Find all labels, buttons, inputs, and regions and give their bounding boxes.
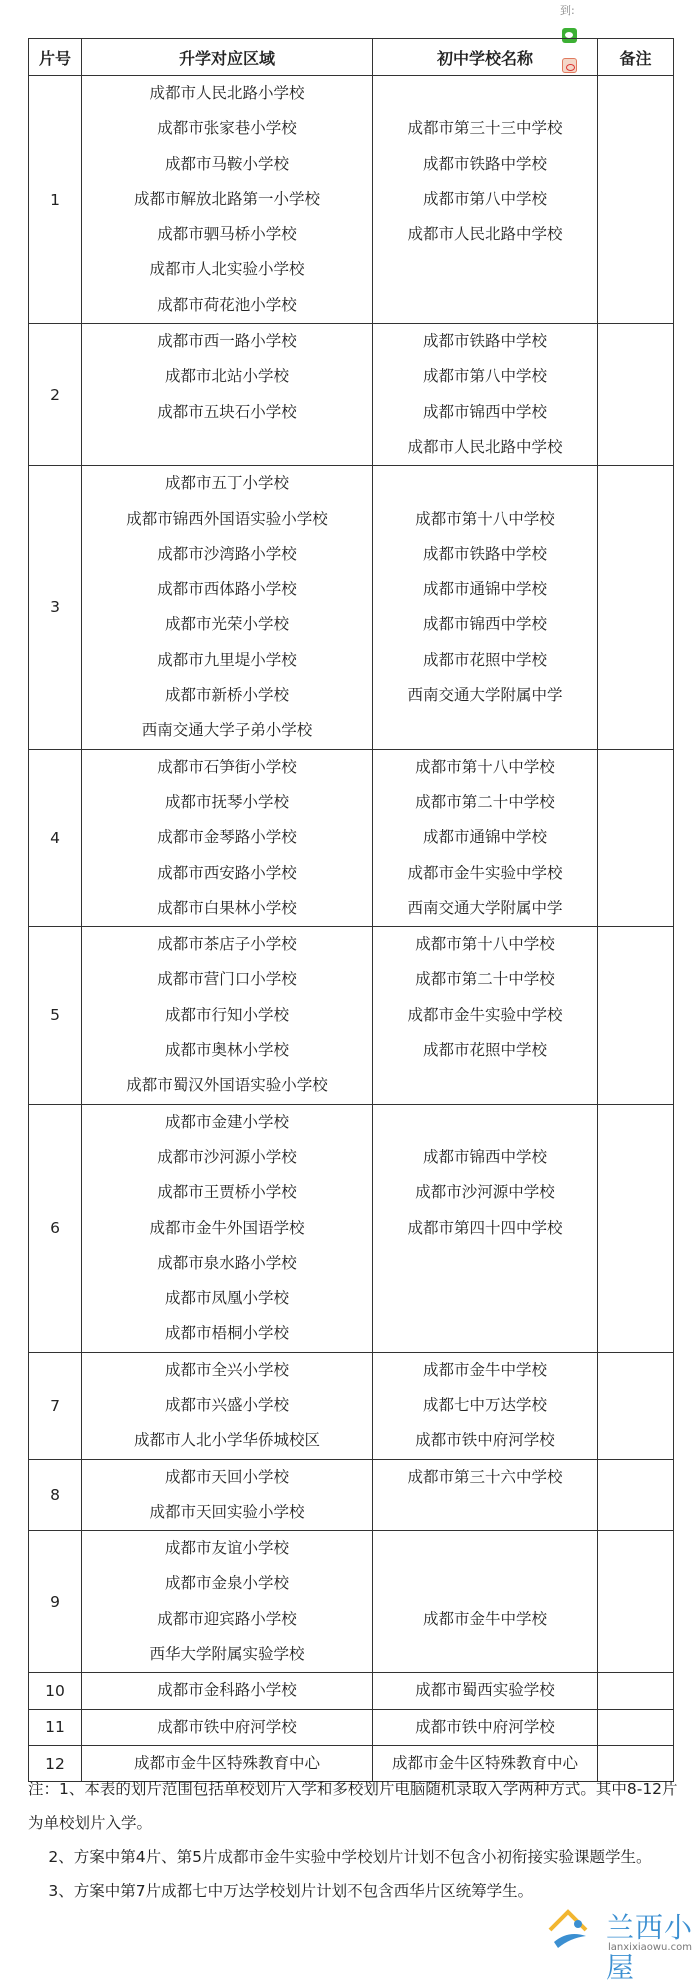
remark-cell xyxy=(598,1352,674,1459)
primary-school-area: 成都市沙湾路小学校 xyxy=(157,544,297,563)
table-row xyxy=(29,466,674,749)
middle-school-name: 成都市第三十三中学校 xyxy=(407,119,563,138)
district-number: 8 xyxy=(29,1459,82,1531)
district-number: 5 xyxy=(29,927,82,1104)
share-label: 到: xyxy=(560,4,575,17)
remark-cell xyxy=(598,466,674,749)
house-logo-icon xyxy=(548,1908,588,1948)
primary-school-area: 成都市张家巷小学校 xyxy=(157,119,297,138)
middle-school-name: 成都市锦西中学校 xyxy=(422,615,547,634)
school-district-table xyxy=(28,38,674,1782)
primary-school-area: 成都市抚琴小学校 xyxy=(164,792,289,811)
remark-cell xyxy=(598,1104,674,1352)
header-school: 初中学校名称 xyxy=(373,39,598,76)
middle-school-name: 成都市花照中学校 xyxy=(422,1041,547,1060)
middle-school-name: 成都市第三十六中学校 xyxy=(407,1467,563,1486)
table-row xyxy=(29,1531,674,1673)
middle-school-name: 成都市锦西中学校 xyxy=(422,1147,547,1166)
primary-school-area: 成都市茶店子小学校 xyxy=(157,935,297,954)
middle-school-name: 成都市铁路中学校 xyxy=(422,332,547,351)
primary-school-area: 成都市驷马桥小学校 xyxy=(157,225,297,244)
district-number: 12 xyxy=(29,1745,82,1781)
primary-school-area: 成都市全兴小学校 xyxy=(164,1360,289,1379)
remark-cell xyxy=(598,749,674,926)
primary-school-area: 成都市金牛外国语学校 xyxy=(149,1218,305,1237)
primary-school-area: 成都市西一路小学校 xyxy=(157,332,297,351)
primary-school-area: 成都市金琴路小学校 xyxy=(157,828,297,847)
note-1: 注：1、本表的划片范围包括单校划片入学和多校划片电脑随机录取入学两种方式。其中8-12片为单校划片入学。 xyxy=(28,1780,678,1832)
table-row xyxy=(29,1104,674,1352)
table-row xyxy=(29,927,674,1104)
middle-school-name xyxy=(373,713,597,748)
middle-school-name xyxy=(373,1281,597,1316)
middle-school-name-cell xyxy=(373,1673,598,1709)
middle-school-name: 西南交通大学附属中学 xyxy=(407,898,563,917)
header-area: 升学对应区域 xyxy=(82,39,373,76)
primary-school-area-cell xyxy=(82,1459,373,1531)
primary-school-area: 成都市新桥小学校 xyxy=(164,686,289,705)
middle-school-name: 成都市铁中府河学校 xyxy=(415,1717,555,1736)
district-number: 9 xyxy=(29,1531,82,1673)
primary-school-area: 西南交通大学子弟小学校 xyxy=(141,721,313,740)
middle-school-name: 成都市金牛区特殊教育中心 xyxy=(391,1753,578,1772)
note-2: 2、方案中第4片、第5片成都市金牛实验中学校划片计划不包含小初衔接实验课题学生。 xyxy=(28,1848,652,1866)
remark-cell xyxy=(598,324,674,466)
primary-school-area xyxy=(82,430,372,465)
middle-school-name-cell xyxy=(373,1459,598,1531)
header-note: 备注 xyxy=(598,39,674,76)
remark-cell xyxy=(598,1709,674,1745)
primary-school-area: 成都市北站小学校 xyxy=(164,367,289,386)
primary-school-area-cell xyxy=(82,749,373,926)
middle-school-name: 成都市人民北路中学校 xyxy=(407,437,563,456)
primary-school-area: 成都市金科路小学校 xyxy=(157,1681,297,1700)
primary-school-area-cell xyxy=(82,466,373,749)
table-row xyxy=(29,1709,674,1745)
district-number: 10 xyxy=(29,1673,82,1709)
district-number: 7 xyxy=(29,1352,82,1459)
watermark-title: 兰西小屋 xyxy=(606,1911,694,1984)
primary-school-area: 成都市蜀汉外国语实验小学校 xyxy=(126,1076,328,1095)
primary-school-area: 成都市九里堤小学校 xyxy=(157,650,297,669)
primary-school-area-cell xyxy=(82,1104,373,1352)
middle-school-name xyxy=(373,1246,597,1281)
primary-school-area: 成都市友谊小学校 xyxy=(164,1539,289,1558)
primary-school-area: 成都市梧桐小学校 xyxy=(164,1324,289,1343)
remark-cell xyxy=(598,927,674,1104)
primary-school-area: 成都市凤凰小学校 xyxy=(164,1289,289,1308)
district-number: 11 xyxy=(29,1709,82,1745)
middle-school-name-cell xyxy=(373,749,598,926)
table-row xyxy=(29,324,674,466)
middle-school-name xyxy=(373,1566,597,1601)
middle-school-name-cell xyxy=(373,1352,598,1459)
middle-school-name: 成都市铁路中学校 xyxy=(422,154,547,173)
primary-school-area: 成都市西体路小学校 xyxy=(157,580,297,599)
table-row xyxy=(29,1352,674,1459)
remark-cell xyxy=(598,1531,674,1673)
middle-school-name-cell xyxy=(373,1104,598,1352)
primary-school-area: 成都市人北小学华侨城校区 xyxy=(133,1431,320,1450)
middle-school-name: 成都市第十八中学校 xyxy=(415,757,555,776)
primary-school-area: 成都市五丁小学校 xyxy=(164,474,289,493)
primary-school-area: 成都市白果林小学校 xyxy=(157,898,297,917)
remark-cell xyxy=(598,76,674,324)
middle-school-name: 成都市铁中府河学校 xyxy=(415,1431,555,1450)
middle-school-name: 成都市人民北路中学校 xyxy=(407,225,563,244)
primary-school-area: 西华大学附属实验学校 xyxy=(149,1645,305,1664)
middle-school-name: 成都市通锦中学校 xyxy=(422,580,547,599)
middle-school-name xyxy=(373,1068,597,1103)
primary-school-area: 成都市奥林小学校 xyxy=(164,1041,289,1060)
middle-school-name-cell xyxy=(373,1531,598,1673)
middle-school-name-cell xyxy=(373,927,598,1104)
primary-school-area: 成都市石笋街小学校 xyxy=(157,757,297,776)
middle-school-name: 成都市第十八中学校 xyxy=(415,509,555,528)
middle-school-name: 成都市第二十中学校 xyxy=(415,792,555,811)
note-3: 3、方案中第7片成都七中万达学校划片计划不包含西华片区统筹学生。 xyxy=(28,1882,534,1900)
remark-cell xyxy=(598,1459,674,1531)
middle-school-name xyxy=(373,76,597,111)
middle-school-name: 成都市通锦中学校 xyxy=(422,828,547,847)
primary-school-area: 成都市天回实验小学校 xyxy=(149,1502,305,1521)
primary-school-area: 成都市天回小学校 xyxy=(164,1467,289,1486)
middle-school-name xyxy=(373,1637,597,1672)
middle-school-name: 成都市第十八中学校 xyxy=(415,935,555,954)
middle-school-name: 成都市花照中学校 xyxy=(422,650,547,669)
middle-school-name-cell xyxy=(373,466,598,749)
primary-school-area: 成都市荷花池小学校 xyxy=(157,295,297,314)
middle-school-name: 成都市第八中学校 xyxy=(422,367,547,386)
primary-school-area: 成都市迎宾路小学校 xyxy=(157,1609,297,1628)
middle-school-name xyxy=(373,1316,597,1351)
middle-school-name: 成都市金牛实验中学校 xyxy=(407,863,563,882)
primary-school-area: 成都市泉水路小学校 xyxy=(157,1253,297,1272)
primary-school-area: 成都市锦西外国语实验小学校 xyxy=(126,509,328,528)
primary-school-area: 成都市人民北路小学校 xyxy=(149,84,305,102)
middle-school-name: 成都七中万达学校 xyxy=(422,1395,547,1414)
district-number: 6 xyxy=(29,1104,82,1352)
middle-school-name xyxy=(373,1105,597,1140)
table-row xyxy=(29,76,674,324)
middle-school-name: 成都市第四十四中学校 xyxy=(407,1218,563,1237)
remark-cell xyxy=(598,1673,674,1709)
middle-school-name xyxy=(373,252,597,287)
middle-school-name xyxy=(373,466,597,501)
middle-school-name xyxy=(373,1495,597,1530)
table-row xyxy=(29,1459,674,1531)
primary-school-area: 成都市金建小学校 xyxy=(164,1112,289,1131)
middle-school-name: 成都市第八中学校 xyxy=(422,189,547,208)
middle-school-name-cell xyxy=(373,324,598,466)
middle-school-name-cell xyxy=(373,1709,598,1745)
watermark-logo xyxy=(548,1904,698,1984)
middle-school-name: 成都市沙河源中学校 xyxy=(415,1183,555,1202)
notes xyxy=(28,1772,678,1908)
primary-school-area: 成都市兴盛小学校 xyxy=(164,1395,289,1414)
primary-school-area: 成都市人北实验小学校 xyxy=(149,260,305,279)
middle-school-name-cell xyxy=(373,76,598,324)
middle-school-name: 成都市金牛中学校 xyxy=(422,1360,547,1379)
middle-school-name: 成都市第二十中学校 xyxy=(415,970,555,989)
district-number: 3 xyxy=(29,466,82,749)
primary-school-area: 成都市金泉小学校 xyxy=(164,1574,289,1593)
middle-school-name: 成都市锦西中学校 xyxy=(422,402,547,421)
middle-school-name: 成都市铁路中学校 xyxy=(422,544,547,563)
primary-school-area-cell xyxy=(82,76,373,324)
header-no: 片号 xyxy=(29,39,82,76)
watermark-url: lanxixiaowu.com xyxy=(608,1942,692,1953)
primary-school-area-cell xyxy=(82,1673,373,1709)
primary-school-area: 成都市西安路小学校 xyxy=(157,863,297,882)
district-number: 4 xyxy=(29,749,82,926)
table-row xyxy=(29,1673,674,1709)
primary-school-area: 成都市解放北路第一小学校 xyxy=(133,189,320,208)
primary-school-area: 成都市王贾桥小学校 xyxy=(157,1183,297,1202)
middle-school-name xyxy=(373,288,597,323)
middle-school-name: 成都市金牛中学校 xyxy=(422,1609,547,1628)
district-number: 1 xyxy=(29,76,82,324)
middle-school-name xyxy=(373,1531,597,1566)
table-row xyxy=(29,749,674,926)
primary-school-area-cell xyxy=(82,1709,373,1745)
primary-school-area: 成都市营门口小学校 xyxy=(157,970,297,989)
middle-school-name: 成都市金牛实验中学校 xyxy=(407,1005,563,1024)
district-number: 2 xyxy=(29,324,82,466)
primary-school-area-cell xyxy=(82,1352,373,1459)
primary-school-area-cell xyxy=(82,927,373,1104)
primary-school-area: 成都市金牛区特殊教育中心 xyxy=(133,1753,320,1772)
primary-school-area: 成都市五块石小学校 xyxy=(157,402,297,421)
primary-school-area: 成都市沙河源小学校 xyxy=(157,1147,297,1166)
table-header xyxy=(29,39,674,76)
primary-school-area: 成都市行知小学校 xyxy=(164,1005,289,1024)
middle-school-name: 西南交通大学附属中学 xyxy=(407,686,563,705)
primary-school-area: 成都市铁中府河学校 xyxy=(157,1717,297,1736)
primary-school-area: 成都市马鞍小学校 xyxy=(164,154,289,173)
middle-school-name: 成都市蜀西实验学校 xyxy=(415,1681,555,1700)
primary-school-area-cell xyxy=(82,1531,373,1673)
primary-school-area: 成都市光荣小学校 xyxy=(164,615,289,634)
primary-school-area-cell xyxy=(82,324,373,466)
